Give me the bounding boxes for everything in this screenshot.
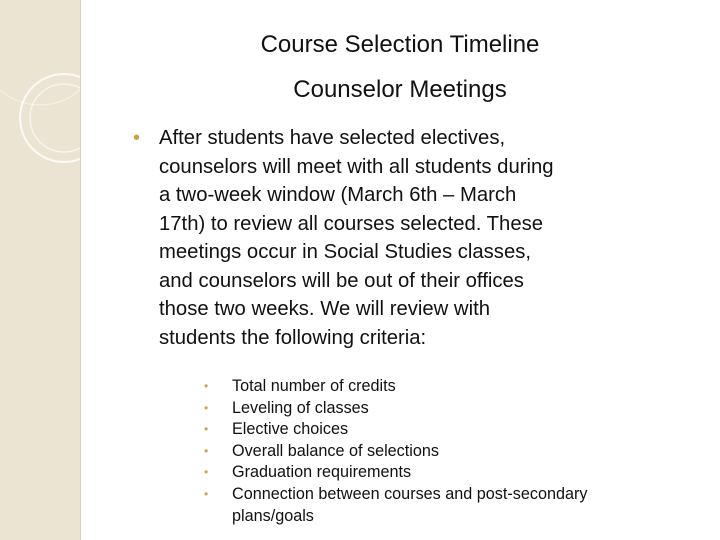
bullet-dot-icon: • xyxy=(204,422,209,437)
slide-subtitle: Counselor Meetings xyxy=(293,76,507,103)
criteria-item-text: Overall balance of selections xyxy=(232,441,439,460)
criteria-item xyxy=(200,376,670,398)
criteria-list xyxy=(200,376,670,527)
bullet-dot-icon: • xyxy=(204,443,209,458)
criteria-item xyxy=(200,419,670,441)
criteria-item xyxy=(200,462,670,484)
criteria-item-text: Connection between courses and post-secondary plans/goals xyxy=(232,484,588,525)
bullet-dot-icon: • xyxy=(133,127,141,149)
criteria-item-text: Graduation requirements xyxy=(232,463,412,482)
criteria-item xyxy=(200,441,670,463)
criteria-item-text: Leveling of classes xyxy=(232,398,369,417)
criteria-item-text: Total number of credits xyxy=(232,377,396,395)
decorative-circles-graphic xyxy=(0,0,80,540)
main-bullet xyxy=(133,124,633,352)
decorative-side-panel xyxy=(0,0,81,540)
bullet-dot-icon: • xyxy=(204,465,209,480)
main-bullet-text: After students have selected electives, counselors will meet with all students during a two-week window (March 6th – March 17th) to review all courses selected. These meetings occur in Social Studies classes, and counselors will be out of their offices those two weeks. We will review with students the following criteria: xyxy=(159,127,554,349)
bullet-dot-icon: • xyxy=(204,486,209,501)
bullet-dot-icon: • xyxy=(204,379,209,393)
criteria-item xyxy=(200,398,670,420)
bullet-dot-icon: • xyxy=(204,400,209,415)
criteria-item xyxy=(200,484,670,527)
slide-title: Course Selection Timeline xyxy=(260,31,540,58)
criteria-item-text: Elective choices xyxy=(232,420,349,439)
